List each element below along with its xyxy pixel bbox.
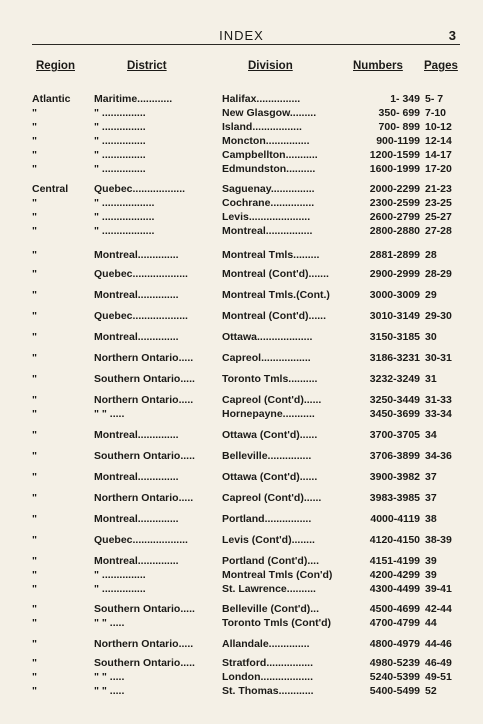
index-row bbox=[0, 670, 483, 684]
row-pages: 5- 7 bbox=[425, 93, 444, 105]
row-district: Northern Ontario..... bbox=[94, 394, 194, 406]
row-numbers: 3186-3231 bbox=[369, 352, 420, 364]
row-district: Montreal.............. bbox=[94, 513, 179, 525]
row-pages: 10-12 bbox=[425, 121, 452, 133]
row-numbers: 4500-4699 bbox=[369, 603, 420, 615]
index-row bbox=[0, 512, 483, 526]
row-numbers: 4200-4299 bbox=[369, 569, 420, 581]
index-row bbox=[0, 568, 483, 582]
row-pages: 42-44 bbox=[425, 603, 452, 615]
row-district: Northern Ontario..... bbox=[94, 638, 194, 650]
row-region: Atlantic bbox=[32, 93, 71, 105]
row-numbers: 3150-3185 bbox=[369, 331, 420, 343]
row-pages: 12-14 bbox=[425, 135, 452, 147]
row-division: New Glasgow......... bbox=[222, 107, 317, 119]
index-row bbox=[0, 92, 483, 106]
index-row bbox=[0, 148, 483, 162]
row-numbers: 900-1199 bbox=[376, 135, 420, 147]
row-district: Quebec................... bbox=[94, 310, 188, 322]
row-district: " " ..... bbox=[94, 617, 125, 629]
row-pages: 38 bbox=[425, 513, 437, 525]
row-numbers: 5400-5499 bbox=[369, 685, 420, 697]
index-row bbox=[0, 637, 483, 651]
row-numbers: 700- 899 bbox=[378, 121, 420, 133]
row-numbers: 2000-2299 bbox=[369, 183, 420, 195]
row-division: Montreal Tmls......... bbox=[222, 249, 320, 261]
row-region: " bbox=[32, 135, 37, 147]
index-row bbox=[0, 351, 483, 365]
row-division: Cochrane............... bbox=[222, 197, 315, 209]
row-numbers: 3706-3899 bbox=[369, 450, 420, 462]
index-row bbox=[0, 428, 483, 442]
row-district: " " ..... bbox=[94, 671, 125, 683]
row-pages: 29 bbox=[425, 289, 437, 301]
row-district: " " ..... bbox=[94, 685, 125, 697]
index-row bbox=[0, 470, 483, 484]
index-row bbox=[0, 106, 483, 120]
row-pages: 44-46 bbox=[425, 638, 452, 650]
row-region: " bbox=[32, 249, 37, 261]
row-division: Capreol (Cont'd)...... bbox=[222, 492, 322, 504]
row-district: Montreal.............. bbox=[94, 289, 179, 301]
row-region: " bbox=[32, 603, 37, 615]
row-region: " bbox=[32, 450, 37, 462]
index-row bbox=[0, 196, 483, 210]
row-numbers: 3000-3009 bbox=[369, 289, 420, 301]
row-region: " bbox=[32, 268, 37, 280]
row-division: Montreal Tmls.(Cont.) bbox=[222, 289, 330, 301]
row-region: " bbox=[32, 394, 37, 406]
row-pages: 31-33 bbox=[425, 394, 452, 406]
index-row bbox=[0, 224, 483, 238]
row-pages: 34-36 bbox=[425, 450, 452, 462]
index-row bbox=[0, 248, 483, 262]
row-region: " bbox=[32, 373, 37, 385]
row-division: Halifax............... bbox=[222, 93, 301, 105]
row-division: Island................. bbox=[222, 121, 302, 133]
page-header bbox=[0, 28, 483, 44]
row-division: Montreal (Cont'd)....... bbox=[222, 268, 329, 280]
row-division: Montreal Tmls (Con'd) bbox=[222, 569, 333, 581]
row-district: Maritime............ bbox=[94, 93, 173, 105]
row-region: " bbox=[32, 107, 37, 119]
row-district: " ............... bbox=[94, 121, 146, 133]
row-district: " .................. bbox=[94, 197, 155, 209]
row-numbers: 3450-3699 bbox=[369, 408, 420, 420]
row-division: Levis..................... bbox=[222, 211, 311, 223]
index-row bbox=[0, 602, 483, 616]
row-region: " bbox=[32, 289, 37, 301]
row-region: " bbox=[32, 513, 37, 525]
row-district: Quebec.................. bbox=[94, 183, 186, 195]
row-region: " bbox=[32, 121, 37, 133]
row-region: " bbox=[32, 569, 37, 581]
row-pages: 44 bbox=[425, 617, 437, 629]
row-pages: 46-49 bbox=[425, 657, 452, 669]
column-header-pages: Pages bbox=[424, 60, 458, 72]
row-region: " bbox=[32, 408, 37, 420]
row-region: " bbox=[32, 583, 37, 595]
row-pages: 49-51 bbox=[425, 671, 452, 683]
index-row bbox=[0, 309, 483, 323]
index-row bbox=[0, 491, 483, 505]
row-region: " bbox=[32, 197, 37, 209]
index-row bbox=[0, 267, 483, 281]
row-pages: 28 bbox=[425, 249, 437, 261]
row-numbers: 2600-2799 bbox=[369, 211, 420, 223]
row-region: " bbox=[32, 685, 37, 697]
index-row bbox=[0, 134, 483, 148]
row-region: " bbox=[32, 555, 37, 567]
row-pages: 37 bbox=[425, 471, 437, 483]
index-row bbox=[0, 582, 483, 596]
row-numbers: 3900-3982 bbox=[369, 471, 420, 483]
row-division: Ottawa................... bbox=[222, 331, 313, 343]
row-region: " bbox=[32, 352, 37, 364]
index-row bbox=[0, 372, 483, 386]
row-district: " ............... bbox=[94, 163, 146, 175]
row-district: Southern Ontario..... bbox=[94, 603, 195, 615]
row-pages: 7-10 bbox=[425, 107, 447, 119]
row-pages: 52 bbox=[425, 685, 437, 697]
row-region: " bbox=[32, 429, 37, 441]
row-district: Northern Ontario..... bbox=[94, 492, 194, 504]
row-division: Moncton............... bbox=[222, 135, 310, 147]
row-district: Montreal.............. bbox=[94, 249, 179, 261]
index-row bbox=[0, 554, 483, 568]
row-division: St. Thomas............ bbox=[222, 685, 314, 697]
row-district: Montreal.............. bbox=[94, 555, 179, 567]
row-pages: 27-28 bbox=[425, 225, 452, 237]
header-rule bbox=[32, 44, 460, 45]
row-numbers: 350- 699 bbox=[378, 107, 420, 119]
row-district: Southern Ontario..... bbox=[94, 373, 195, 385]
row-numbers: 2900-2999 bbox=[369, 268, 420, 280]
row-district: " .................. bbox=[94, 225, 155, 237]
row-numbers: 4980-5239 bbox=[369, 657, 420, 669]
row-division: Belleville (Cont'd)... bbox=[222, 603, 320, 615]
row-region: " bbox=[32, 225, 37, 237]
row-pages: 39 bbox=[425, 569, 437, 581]
row-division: Ottawa (Cont'd)...... bbox=[222, 471, 318, 483]
row-numbers: 1600-1999 bbox=[369, 163, 420, 175]
row-division: Campbellton........... bbox=[222, 149, 318, 161]
row-district: " .................. bbox=[94, 211, 155, 223]
row-pages: 31 bbox=[425, 373, 437, 385]
index-row bbox=[0, 449, 483, 463]
row-region: " bbox=[32, 211, 37, 223]
row-pages: 30-31 bbox=[425, 352, 452, 364]
row-district: " ............... bbox=[94, 569, 146, 581]
row-region: " bbox=[32, 331, 37, 343]
row-pages: 30 bbox=[425, 331, 437, 343]
row-pages: 17-20 bbox=[425, 163, 452, 175]
row-numbers: 3010-3149 bbox=[369, 310, 420, 322]
row-pages: 14-17 bbox=[425, 149, 452, 161]
row-pages: 39-41 bbox=[425, 583, 452, 595]
page-title: INDEX bbox=[219, 28, 264, 43]
row-district: Montreal.............. bbox=[94, 471, 179, 483]
row-division: Capreol (Cont'd)...... bbox=[222, 394, 322, 406]
row-district: Southern Ontario..... bbox=[94, 657, 195, 669]
row-pages: 38-39 bbox=[425, 534, 452, 546]
index-row bbox=[0, 288, 483, 302]
row-numbers: 4700-4799 bbox=[369, 617, 420, 629]
row-division: St. Lawrence.......... bbox=[222, 583, 316, 595]
row-region: " bbox=[32, 492, 37, 504]
row-division: Belleville............... bbox=[222, 450, 312, 462]
row-region: " bbox=[32, 671, 37, 683]
row-division: Saguenay............... bbox=[222, 183, 315, 195]
index-row bbox=[0, 656, 483, 670]
row-pages: 29-30 bbox=[425, 310, 452, 322]
row-division: Levis (Cont'd)........ bbox=[222, 534, 315, 546]
row-district: Montreal.............. bbox=[94, 331, 179, 343]
row-numbers: 1200-1599 bbox=[369, 149, 420, 161]
row-numbers: 4800-4979 bbox=[369, 638, 420, 650]
row-district: Southern Ontario..... bbox=[94, 450, 195, 462]
row-pages: 28-29 bbox=[425, 268, 452, 280]
page-number: 3 bbox=[448, 28, 456, 43]
row-division: Toronto Tmls.......... bbox=[222, 373, 318, 385]
row-pages: 34 bbox=[425, 429, 437, 441]
row-district: " ............... bbox=[94, 135, 146, 147]
row-numbers: 4120-4150 bbox=[369, 534, 420, 546]
row-pages: 23-25 bbox=[425, 197, 452, 209]
row-division: London.................. bbox=[222, 671, 313, 683]
row-district: " ............... bbox=[94, 107, 146, 119]
row-numbers: 4000-4119 bbox=[370, 513, 420, 525]
row-region: " bbox=[32, 657, 37, 669]
row-pages: 37 bbox=[425, 492, 437, 504]
row-numbers: 2881-2899 bbox=[369, 249, 420, 261]
row-numbers: 1- 349 bbox=[390, 93, 420, 105]
row-pages: 33-34 bbox=[425, 408, 452, 420]
row-pages: 25-27 bbox=[425, 211, 452, 223]
row-pages: 21-23 bbox=[425, 183, 452, 195]
row-division: Allandale.............. bbox=[222, 638, 310, 650]
row-division: Ottawa (Cont'd)...... bbox=[222, 429, 318, 441]
column-header-district: District bbox=[127, 60, 167, 72]
row-numbers: 2800-2880 bbox=[369, 225, 420, 237]
row-region: " bbox=[32, 471, 37, 483]
row-region: " bbox=[32, 534, 37, 546]
row-division: Toronto Tmls (Cont'd) bbox=[222, 617, 332, 629]
row-district: " ............... bbox=[94, 149, 146, 161]
row-division: Capreol................. bbox=[222, 352, 311, 364]
row-division: Montreal (Cont'd)...... bbox=[222, 310, 326, 322]
index-row bbox=[0, 210, 483, 224]
row-numbers: 5240-5399 bbox=[369, 671, 420, 683]
column-header-region: Region bbox=[36, 60, 75, 72]
row-district: Northern Ontario..... bbox=[94, 352, 194, 364]
index-row bbox=[0, 393, 483, 407]
row-district: Quebec................... bbox=[94, 268, 188, 280]
row-division: Stratford................ bbox=[222, 657, 314, 669]
row-numbers: 3700-3705 bbox=[369, 429, 420, 441]
row-district: Montreal.............. bbox=[94, 429, 179, 441]
row-pages: 39 bbox=[425, 555, 437, 567]
column-header-numbers: Numbers bbox=[353, 60, 403, 72]
index-row bbox=[0, 616, 483, 630]
index-row bbox=[0, 407, 483, 421]
index-row bbox=[0, 330, 483, 344]
row-division: Portland (Cont'd).... bbox=[222, 555, 319, 567]
row-numbers: 3232-3249 bbox=[369, 373, 420, 385]
row-division: Hornepayne........... bbox=[222, 408, 315, 420]
row-region: " bbox=[32, 617, 37, 629]
index-row bbox=[0, 684, 483, 698]
row-region: " bbox=[32, 149, 37, 161]
row-numbers: 2300-2599 bbox=[369, 197, 420, 209]
row-region: " bbox=[32, 638, 37, 650]
row-division: Montreal................ bbox=[222, 225, 313, 237]
index-row bbox=[0, 162, 483, 176]
row-division: Edmundston.......... bbox=[222, 163, 316, 175]
row-district: Quebec................... bbox=[94, 534, 188, 546]
row-numbers: 4151-4199 bbox=[369, 555, 420, 567]
index-row bbox=[0, 182, 483, 196]
row-numbers: 4300-4499 bbox=[369, 583, 420, 595]
index-row bbox=[0, 120, 483, 134]
row-region: Central bbox=[32, 183, 69, 195]
row-district: " " ..... bbox=[94, 408, 125, 420]
row-region: " bbox=[32, 310, 37, 322]
row-region: " bbox=[32, 163, 37, 175]
row-numbers: 3983-3985 bbox=[369, 492, 420, 504]
index-row bbox=[0, 533, 483, 547]
column-header-division: Division bbox=[248, 60, 293, 72]
row-division: Portland................ bbox=[222, 513, 312, 525]
row-numbers: 3250-3449 bbox=[369, 394, 420, 406]
row-district: " ............... bbox=[94, 583, 146, 595]
